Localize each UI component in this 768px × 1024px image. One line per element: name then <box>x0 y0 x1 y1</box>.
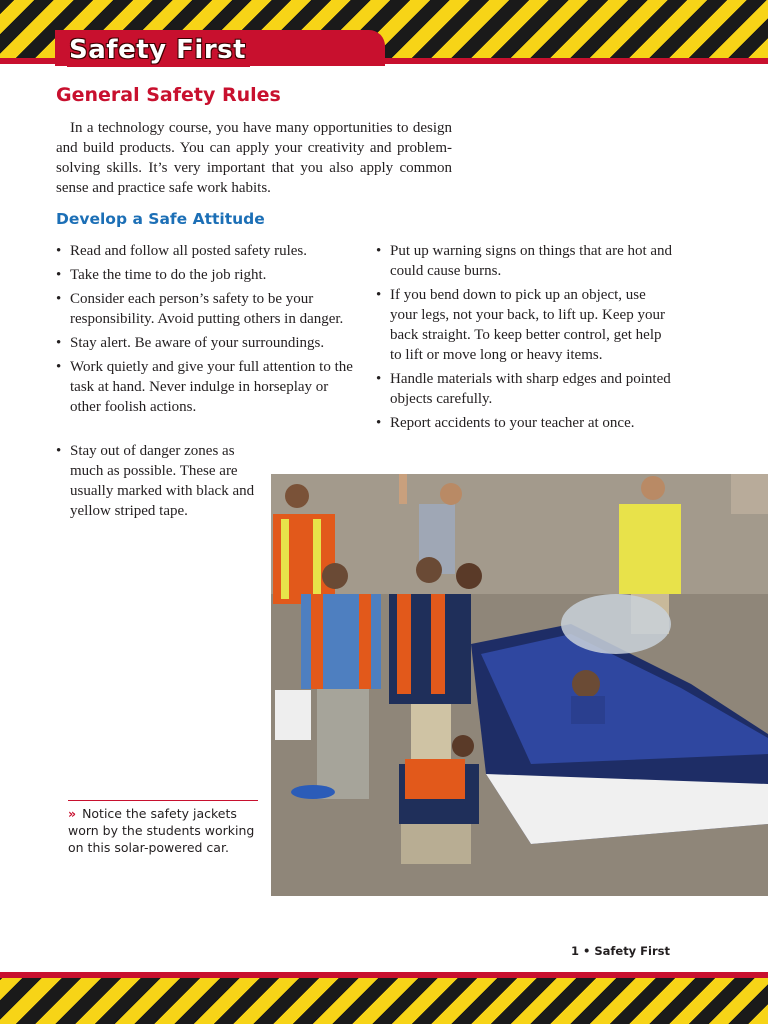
footer-label: Safety First <box>594 944 670 958</box>
list-item: • Read and follow all posted safety rules. <box>56 243 308 259</box>
list-item-text: If you bend down to pick up an object, use your legs, not your back, to lift up. Keep your back straight. To keep better control, get help to lift or move long or heavy items. <box>390 287 665 363</box>
list-item-text: Stay alert. Be aware of your surroundings. <box>70 335 325 351</box>
photo-illustration <box>271 474 768 896</box>
list-item-text: Handle materials with sharp edges and pointed objects carefully. <box>390 371 671 407</box>
safety-list-left <box>56 241 356 421</box>
caption-rule <box>68 800 258 801</box>
list-item-text: Consider each person’s safety to be your responsibility. Avoid putting others in danger. <box>70 291 344 327</box>
footer-separator: • <box>582 944 591 958</box>
solar-car-photo <box>271 474 768 896</box>
list-item-text: Work quietly and give your full attention to the task at hand. Never indulge in horseplay or other foolish actions. <box>70 359 353 415</box>
list-item-danger-zones: • Stay out of danger zones as much as possible. These are usually marked with black and yellow striped tape. <box>56 443 255 519</box>
list-item-text: Read and follow all posted safety rules. <box>70 243 308 259</box>
sub-heading: Develop a Safe Attitude <box>56 210 265 228</box>
page-number: 1 <box>570 944 579 958</box>
list-item-text: Stay out of danger zones as much as possible. These are usually marked with black and yellow striped tape. <box>70 443 255 519</box>
list-item: • Put up warning signs on things that are hot and could cause burns. <box>376 243 673 279</box>
page-footer <box>540 944 670 958</box>
list-item: • Take the time to do the job right. <box>56 267 267 283</box>
list-item: • Work quietly and give your full attention to the task at hand. Never indulge in horseplay or other foolish actions. <box>56 359 353 415</box>
list-item: • Handle materials with sharp edges and pointed objects carefully. <box>376 371 671 407</box>
list-item: • Stay alert. Be aware of your surroundings. <box>56 335 325 351</box>
list-item-text: Put up warning signs on things that are hot and could cause burns. <box>390 243 673 279</box>
intro-paragraph: In a technology course, you have many opportunities to design and build products. You can apply your creativity and problem-solving skills. It’s very important that you also apply common sense and practice safe work habits. <box>56 120 452 196</box>
caption-text: Notice the safety jackets worn by the students working on this solar-powered car. <box>68 806 255 855</box>
list-item: • Report accidents to your teacher at once. <box>376 415 635 431</box>
section-heading: General Safety Rules <box>56 84 281 106</box>
hazard-stripe-bottom <box>0 978 768 1024</box>
list-item-text: Take the time to do the job right. <box>70 267 267 283</box>
photo-caption <box>68 805 268 856</box>
list-item: • If you bend down to pick up an object, use your legs, not your back, to lift up. Keep your back straight. To keep better control, get help to lift or move long or heavy items. <box>376 287 665 363</box>
caption-marker-icon: » <box>68 806 77 821</box>
list-item-text: Report accidents to your teacher at once. <box>390 415 635 431</box>
safety-list-right <box>376 241 676 437</box>
page-title: Safety First <box>67 33 250 67</box>
list-item: • Consider each person’s safety to be your responsibility. Avoid putting others in danger. <box>56 291 344 327</box>
